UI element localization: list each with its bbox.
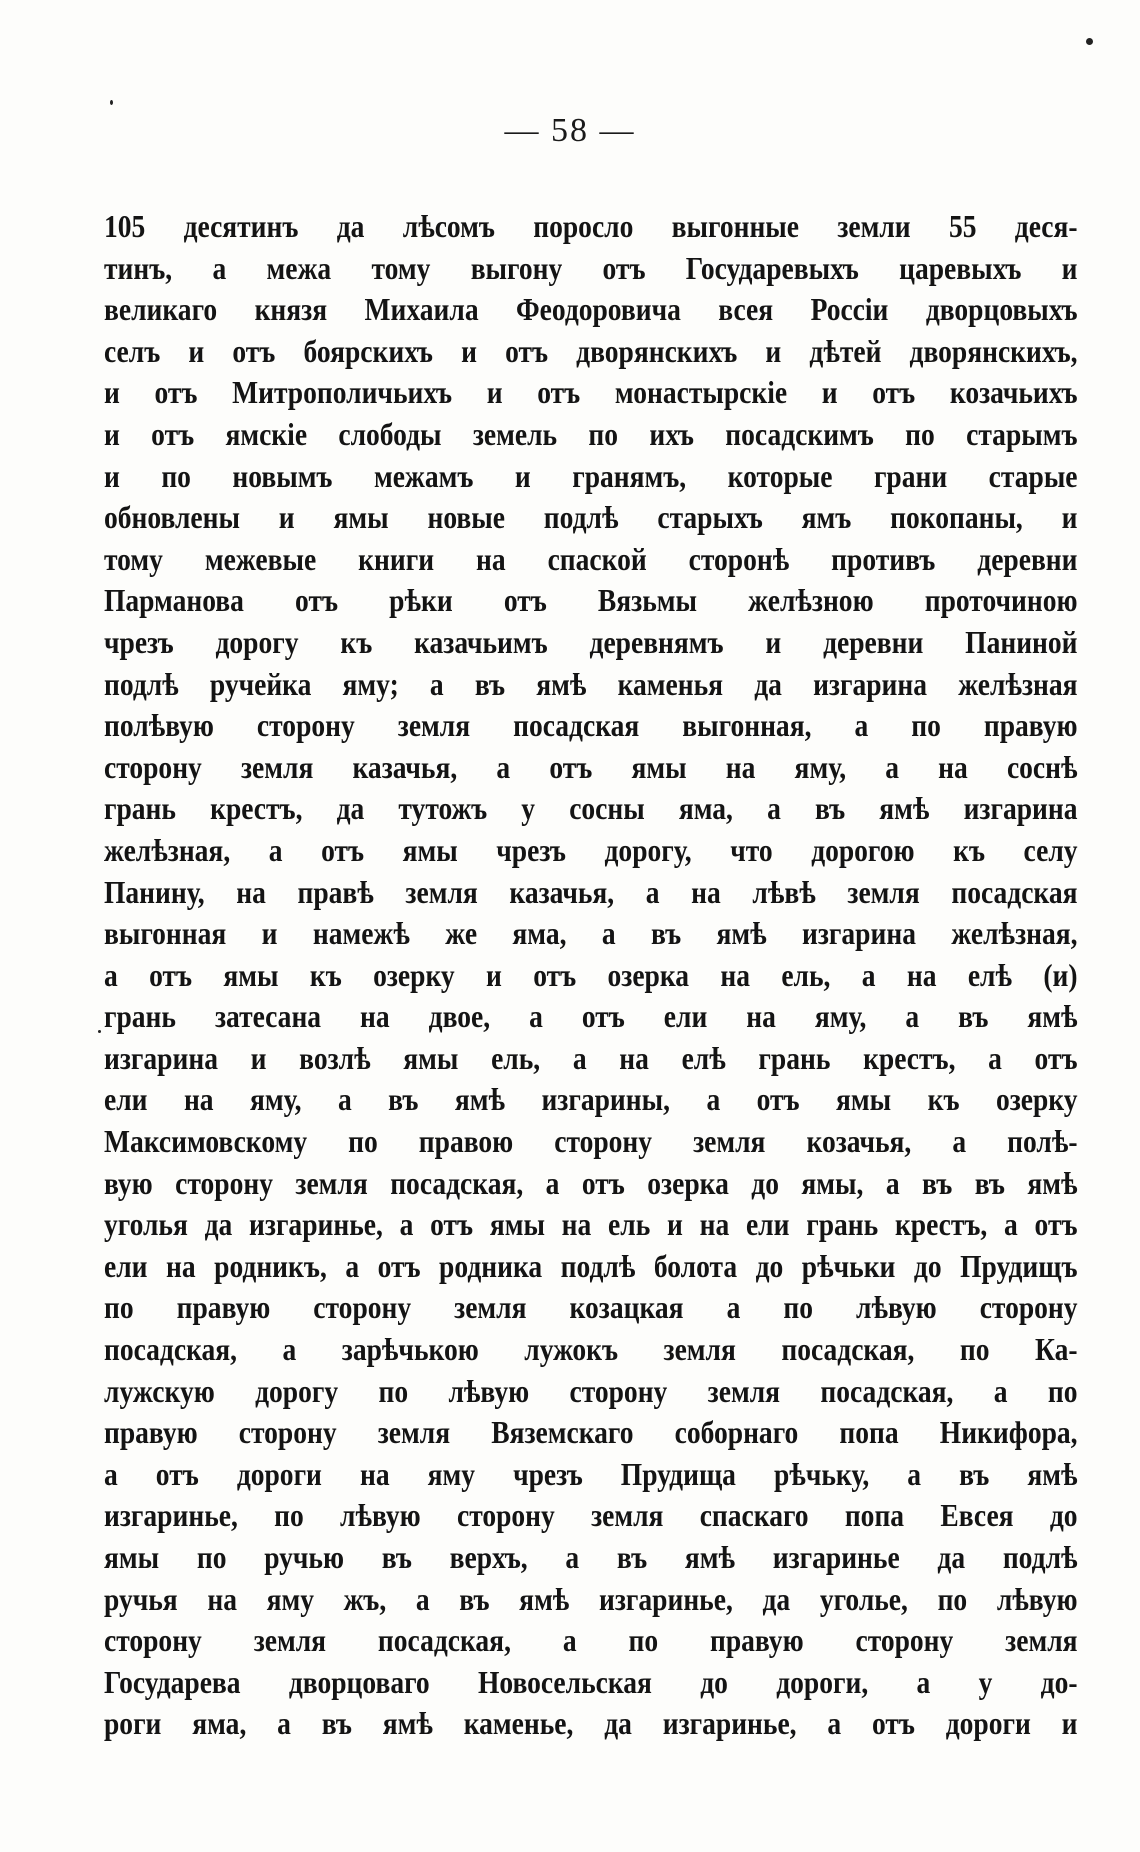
text-line: изгарина и возлѣ ямы ель, а на елѣ грань крестъ, а отъ	[104, 1039, 1078, 1076]
text-line: а отъ ямы къ озерку и отъ озерка на ель, а на елѣ (и)	[104, 956, 1078, 993]
ink-speck	[98, 1030, 101, 1033]
text-line: Государева дворцоваго Новосельская до дороги, а у до-	[104, 1663, 1078, 1700]
text-line: грань крестъ, да тутожъ у сосны яма, а въ ямѣ изгарина	[104, 790, 1078, 827]
text-line: выгонная и намежѣ же яма, а въ ямѣ изгарина желѣзная,	[104, 915, 1078, 952]
text-line: роги яма, а въ ямѣ каменье, да изгаринье, а отъ дороги и	[104, 1705, 1078, 1742]
text-line: селъ и отъ боярскихъ и отъ дворянскихъ и дѣтей дворянскихъ,	[104, 332, 1078, 369]
text-line: великаго князя Михаила Феодоровича всея Россіи дворцовыхъ	[104, 291, 1078, 328]
ink-speck	[110, 100, 113, 105]
text-line: и отъ Митрополичьихъ и отъ монастырскіе и отъ козачьихъ	[104, 374, 1078, 411]
text-line: тому межевые книги на спаской сторонѣ противъ деревни	[104, 540, 1078, 577]
text-line: уголья да изгаринье, а отъ ямы на ель и на ели грань крестъ, а отъ	[104, 1206, 1078, 1243]
text-line: по правую сторону земля козацкая а по лѣвую сторону	[104, 1289, 1078, 1326]
text-line: подлѣ ручейка яму; а въ ямѣ каменья да изгарина желѣзная	[104, 665, 1078, 702]
page-number: — 58 —	[504, 112, 636, 149]
text-line: ямы по ручью въ верхъ, а въ ямѣ изгаринье да подлѣ	[104, 1539, 1078, 1575]
text-line: 105 десятинъ да лѣсомъ поросло выгонные земли 55 деся-	[104, 208, 1078, 244]
text-line: сторону земля посадская, а по правую сторону земля	[104, 1622, 1078, 1659]
text-line: сторону земля казачья, а отъ ямы на яму, а на соснѣ	[104, 748, 1078, 785]
text-line: и отъ ямскіе слободы земель по ихъ посадскимъ по старымъ	[104, 415, 1078, 452]
text-line: полѣвую сторону земля посадская выгонная, а по правую	[104, 707, 1078, 744]
body-text	[104, 206, 1078, 1745]
text-line: обновлены и ямы новые подлѣ старыхъ ямъ покопаны, и	[104, 499, 1078, 536]
text-line: изгаринье, по лѣвую сторону земля спаскаго попа Евсея до	[104, 1497, 1078, 1534]
text-line: вую сторону земля посадская, а отъ озерка до ямы, а въ въ ямѣ	[104, 1164, 1078, 1201]
text-line: и по новымъ межамъ и гранямъ, которые грани старые	[104, 457, 1078, 494]
text-line: Парманова отъ рѣки отъ Вязьмы желѣзною проточиною	[104, 582, 1078, 619]
text-line: ели на родникъ, а отъ родника подлѣ болота до рѣчьки до Прудищъ	[104, 1247, 1078, 1284]
text-line: правую сторону земля Вяземскаго соборнаго попа Никифора,	[104, 1414, 1078, 1451]
text-line: ручья на яму жъ, а въ ямѣ изгаринье, да уголье, по лѣвую	[104, 1580, 1078, 1617]
ink-speck	[1086, 38, 1093, 45]
text-line: Максимовскому по правою сторону земля козачья, а полѣ-	[104, 1123, 1078, 1160]
text-line: лужскую дорогу по лѣвую сторону земля посадская, а по	[104, 1372, 1078, 1409]
text-line: а отъ дороги на яму чрезъ Прудища рѣчьку, а въ ямѣ	[104, 1455, 1078, 1492]
text-line: тинъ, а межа тому выгону отъ Государевыхъ царевыхъ и	[104, 249, 1078, 286]
text-line: Панину, на правѣ земля казачья, а на лѣвѣ земля посадская	[104, 873, 1078, 910]
text-line: посадская, а зарѣчькою лужокъ земля посадская, по Ка-	[104, 1331, 1078, 1368]
text-line: грань затесана на двое, а отъ ели на яму, а въ ямѣ	[104, 998, 1078, 1035]
text-line: чрезъ дорогу къ казачьимъ деревнямъ и деревни Паниной	[104, 623, 1078, 660]
text-line: желѣзная, а отъ ямы чрезъ дорогу, что дорогою къ селу	[104, 831, 1078, 868]
text-line: ели на яму, а въ ямѣ изгарины, а отъ ямы къ озерку	[104, 1081, 1078, 1118]
